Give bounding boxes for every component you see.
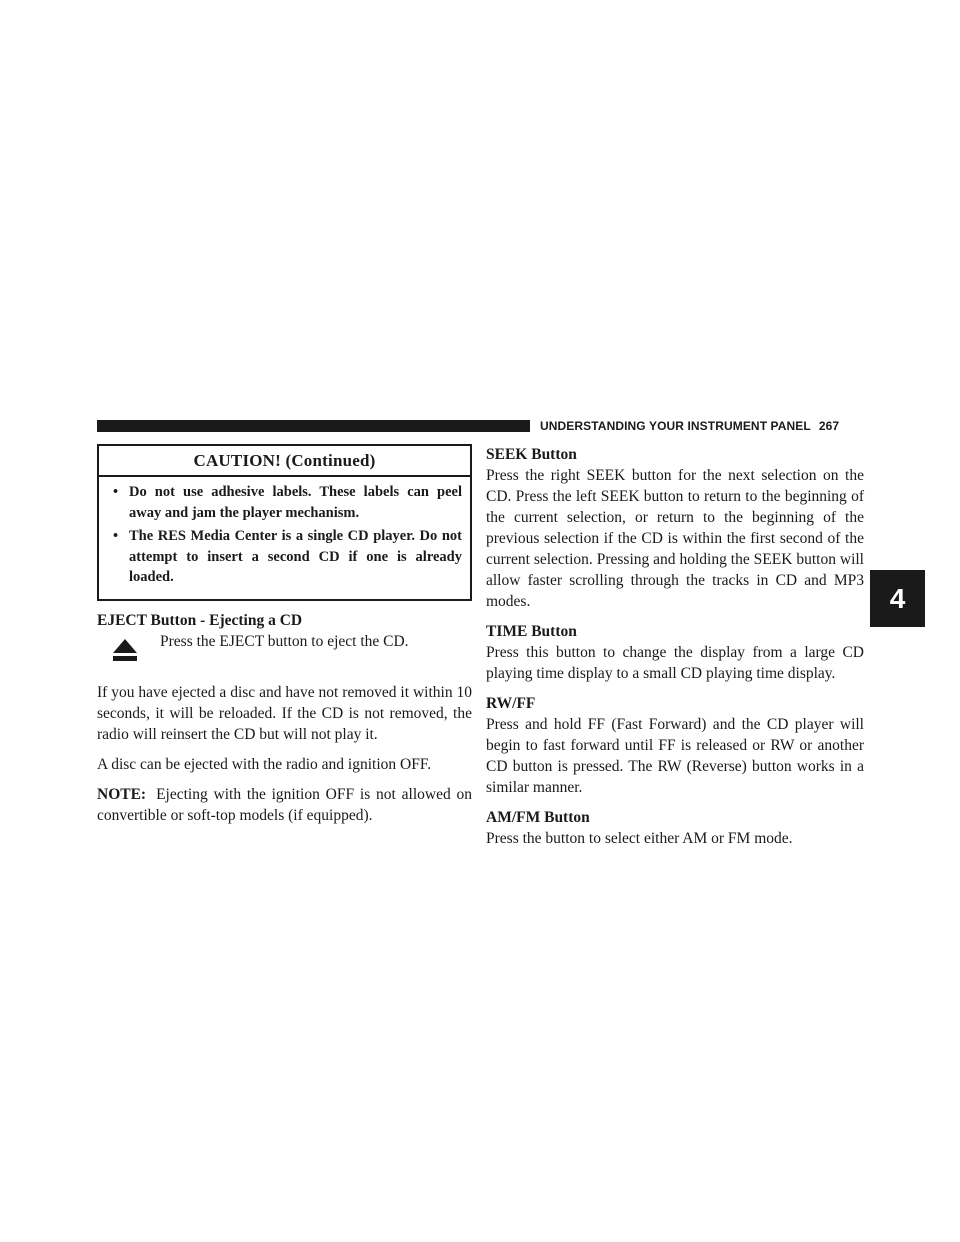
rwff-paragraph: Press and hold FF (Fast Forward) and the CD player will begin to fast forward until FF is released or RW or another CD button is pressed. The RW (Reverse) button works in a similar manner.: [486, 716, 864, 796]
caution-bullet: [107, 482, 462, 523]
eject-instruction-row: [97, 631, 472, 673]
section-title: UNDERSTANDING YOUR INSTRUMENT PANEL: [540, 419, 811, 433]
left-column: [97, 444, 472, 826]
bullet-dot-icon: •: [113, 484, 119, 500]
caution-box: [97, 444, 472, 601]
header-rule: [97, 420, 530, 432]
note-text: Ejecting with the ignition OFF is not allowed on convertible or soft-top models (if equipped).: [97, 785, 472, 824]
time-paragraph: Press this button to change the display from a large CD playing time display to a small CD playing time display.: [486, 644, 864, 682]
spacer: [97, 775, 472, 784]
note-label: NOTE:: [97, 785, 147, 803]
page-number: 267: [818, 419, 840, 433]
eject-reload-paragraph: If you have ejected a disc and have not removed it within 10 seconds, it will be reloaded. If the CD is not removed, the radio will reinsert the CD but will not play it.: [97, 683, 472, 743]
time-heading: TIME Button: [486, 623, 577, 640]
spacer: [97, 601, 472, 610]
spacer: [486, 798, 864, 807]
caution-heading: CAUTION! (Continued): [99, 446, 470, 477]
seek-paragraph: Press the right SEEK button for the next selection on the CD. Press the left SEEK button to return to the beginning of the current selection, or return to the beginning of the previous selection if the CD is within the first second of the current selection. Pressing and holding the SEEK button will allow faster scrolling through the tracks in CD and MP3 modes.: [486, 467, 864, 610]
note-paragraph: [97, 784, 472, 826]
spacer: [486, 684, 864, 693]
eject-heading: EJECT Button - Ejecting a CD: [97, 611, 303, 629]
seek-heading: SEEK Button: [486, 446, 577, 463]
chapter-tab: 4: [870, 570, 925, 627]
spacer: [97, 745, 472, 754]
eject-ignition-paragraph: A disc can be ejected with the radio and ignition OFF.: [97, 755, 432, 773]
right-column: [486, 444, 864, 849]
amfm-heading: AM/FM Button: [486, 809, 590, 826]
spacer: [97, 673, 472, 682]
bullet-dot-icon: •: [113, 528, 119, 544]
running-header: [540, 419, 839, 433]
caution-bullet-text: The RES Media Center is a single CD player. Do not attempt to insert a second CD if one is already loaded.: [129, 528, 462, 585]
spacer: [486, 612, 864, 621]
eject-icon: [113, 639, 137, 661]
caution-bullet: [107, 526, 462, 588]
amfm-paragraph: Press the button to select either AM or FM mode.: [486, 830, 793, 847]
caution-body: [99, 477, 470, 599]
eject-instruction: Press the EJECT button to eject the CD.: [160, 632, 409, 650]
caution-bullet-text: Do not use adhesive labels. These labels can peel away and jam the player mechanism.: [129, 484, 462, 521]
rwff-heading: RW/FF: [486, 695, 536, 712]
